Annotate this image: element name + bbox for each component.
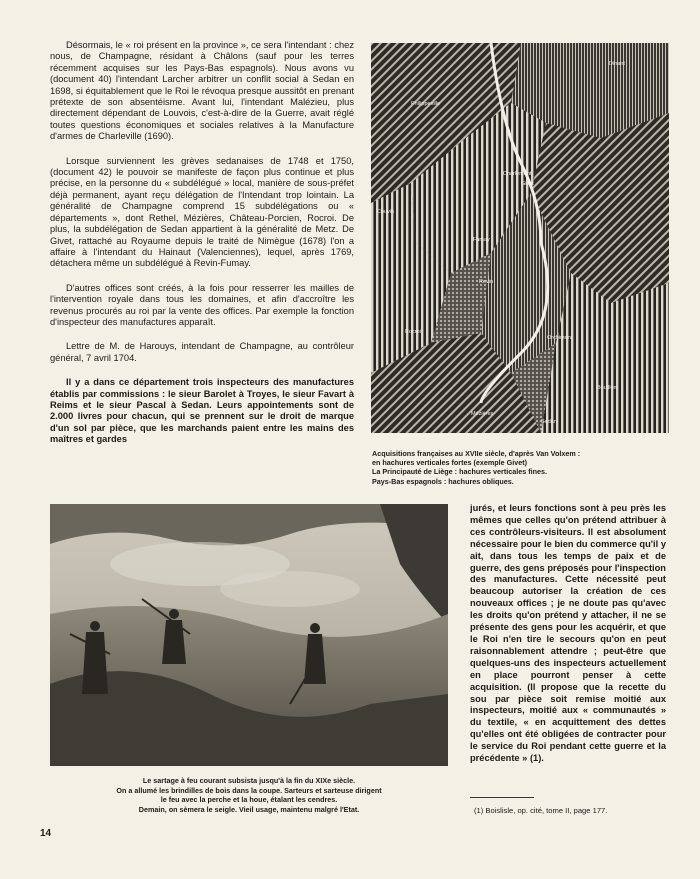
photo-caption	[54, 776, 444, 814]
map-label-mezieres: Mézières	[471, 411, 494, 417]
right-text-column	[470, 503, 666, 765]
paragraph-letter-quote: Il y a dans ce département trois inspecteurs des manufactures établis par commissions : le sieur Barolet à Troyes, le sieur Favart à Reims et le sieur Pascal à Sedan. Leurs appointements sont de 2.000 livres pour chacun, qui se prennent sur le droit de marque d'un sol par pièce, que les marchands paient entre les mains des maîtres et gardes	[50, 377, 354, 445]
map-label-couvin: Couvin	[377, 209, 395, 215]
map-label-philippeville: Philippeville	[411, 101, 441, 107]
photo-caption-line: On a allumé les brindilles de bois dans la coupe. Sarteurs et sarteuse dirigent	[116, 785, 382, 795]
map-label-charlemont: Charlemont	[503, 171, 532, 177]
map-label-orchimont: Orchimont	[547, 335, 573, 341]
footnote-divider	[470, 797, 534, 798]
map-caption-line: La Principauté de Liège : hachures verticales fines.	[372, 467, 547, 477]
sartage-photograph	[50, 504, 448, 766]
photo-caption-line: Le sartage à feu courant subsista jusqu'à la fin du XIXe siècle.	[142, 776, 356, 785]
map-caption-line: Acquisitions françaises au XVIIe siècle, d'après Van Volxem :	[372, 449, 581, 458]
footnote: (1) Boislisle, op. cité, tome II, page 177.	[474, 806, 608, 815]
map-label-revin: Revin	[479, 279, 494, 285]
left-text-column	[50, 40, 354, 446]
paragraph-subdelegue: Lorsque surviennent les grèves sedanaises de 1748 et 1750, (document 42) le pouvoir se manifeste de façon plus continue et plus précise, en la personne du « subdélégué » local, manière de sous-préfet déjà permanent, ayant reçu délégation de l'Intendant trop lointain. La généralité de Champagne comprend 15 subdélégations ou « départements », dont Rethel, Mézières, Château-Porcien, Rocroi. De plus, la subdélégation de Sedan appartient à la généralité de Metz. De Givet, rattaché au Royaume depuis le traité de Nimègue (1678) l'on a affaire à l'intendant du Hainaut (Valenciennes), lequel, après 1769, détachera même un subdélégué à Revin-Fumay.	[50, 155, 354, 269]
map-label-fumay: Fumay	[473, 237, 490, 243]
letter-continuation: jurés, et leurs fonctions sont à peu près les mêmes que celles qu'on prétend attribuer à ces contrôleurs-visiteurs. Il est absolument nécessaire pour le bien du commerce qu'il y ait, dans tous les temps de paix et de guerre, des gens préposés pour l'inspection des manufactures. Cette nécessité peut beaucoup autoriser la création de ces nouveaux offices ; je ne doute pas qu'avec les droits qu'on prétend y attacher, il ne se présente des gens pour les acquérir, et que le Roi n'en tire le secours qu'on en peut raisonnablement attendre ; peut-être que quelques-uns des inspecteurs actuellement en place pourront penser à cette acquisition. (Il propose que la recette du sou par pièce soit remise moitié aux inspecteurs, moitié aux « communautés » du textile, « en acquittement des dettes qu'elles ont été obligées de contracter pour le service du Roi pendant cette guerre et la précédente » (1).	[470, 503, 666, 764]
map-label-sedan: Sedan	[541, 419, 557, 425]
map-caption-line: Pays-Bas espagnols : hachures obliques.	[372, 476, 514, 486]
map-label-bouillon: Bouillon	[597, 385, 617, 391]
map-label-rocroi: Rocroi	[405, 329, 421, 335]
photo-illustration	[50, 504, 448, 766]
map-illustration	[371, 43, 669, 433]
paragraph-letter-intro: Lettre de M. de Harouys, intendant de Champagne, au contrôleur général, 7 avril 1704.	[50, 341, 354, 363]
map-caption-line: en hachures verticales fortes (exemple Givet)	[372, 458, 527, 468]
paragraph-intendant: Désormais, le « roi présent en la province », ce sera l'intendant : chez nous, de Champagne, résidant à Châlons (sauf pour les terres récemment acquises sur les Pays-Bas espagnols). Nous avons vu (document 40) l'intendant Larcher arbitrer un conflit social à Sedan en 1698, si équitablement que le Roi le révoqua presque aussitôt en prenant prétexte de son absentéisme. Avant lui, l'intendant Malézieu, plus directement dépendant de Louvois, c'est-à-dire de la Guerre, avait réglé toutes questions économiques et sociales relatives à la Manufacture d'armes de Charleville (1690).	[50, 40, 354, 142]
map-label-dinant: Dinant	[609, 61, 625, 67]
historical-map	[371, 43, 669, 433]
paragraph-offices: D'autres offices sont créés, à la fois pour resserrer les mailles de l'intervention royale dans tous les domaines, et afin d'accroître les revenus procurés au roi par la vente des offices. Par exemple la fonction d'inspecteur des manufactures apparaît.	[50, 282, 354, 327]
page-number: 14	[40, 828, 52, 839]
photo-caption-line: le feu avec la perche et la houe, étalant les cendres.	[160, 795, 338, 805]
map-label-givet: Givet	[521, 181, 534, 187]
map-caption	[372, 449, 672, 486]
photo-caption-line: Demain, on sèmera le seigle. Vieil usage, maintenu malgré l'Etat.	[138, 804, 360, 814]
